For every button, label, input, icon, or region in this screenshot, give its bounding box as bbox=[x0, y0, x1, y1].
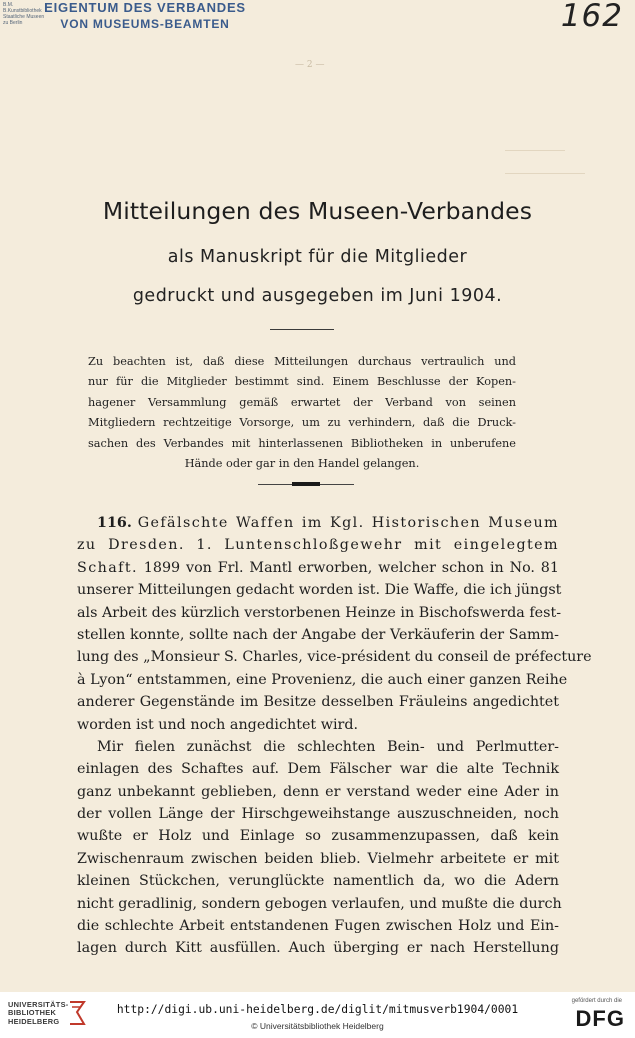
dfg-logo[interactable]: DFG bbox=[575, 1006, 625, 1031]
copyright-notice: © Universitätsbibliothek Heidelberg bbox=[251, 1021, 384, 1031]
stamp-line-1: EIGENTUM DES VERBANDES bbox=[44, 0, 246, 15]
ornament-divider bbox=[258, 482, 354, 486]
article-line: kleinen Stückchen, verunglückte namentlich da, wo die Adern bbox=[77, 873, 559, 890]
notice-line: hagener Versammlung gemäß erwartet der Verband von seinen bbox=[88, 395, 516, 409]
handwritten-number: 162 bbox=[560, 0, 623, 34]
subtitle-1: als Manuskript für die Mitglieder bbox=[167, 247, 468, 267]
article-line: nicht geradlinig, sondern gebogen verlaufen, und mußte die durch bbox=[77, 895, 562, 912]
page-title: Mitteilungen des Museen-Verbandes bbox=[102, 197, 533, 225]
article-line: anderer Gegenstände im Besitze desselben Fräuleins angedichtet bbox=[77, 694, 559, 711]
article-line: lung des „Monsieur S. Charles, vice-président du conseil de préfecture bbox=[77, 649, 592, 666]
library-name-line: UNIVERSITÄTS- bbox=[8, 1000, 69, 1009]
ownership-stamp bbox=[42, 1, 248, 33]
article-line: einlagen des Schaftes auf. Dem Fälscher war die alte Technik bbox=[77, 761, 559, 778]
article-line: lagen durch Kitt ausfüllen. Auch überging er nach Herstellung bbox=[77, 940, 559, 957]
notice-line: sachen des Verbandes mit hinterlassenen Bibliotheken in unberufene bbox=[88, 436, 516, 450]
article-line: à Lyon“ entstammen, eine Provenienz, die auch einer ganzen Reihe bbox=[77, 671, 568, 688]
article-line: wußte er Holz und Einlage so zusammenzupassen, daß kein bbox=[77, 828, 559, 845]
article-body bbox=[77, 512, 592, 960]
notice-line: Hände oder gar in den Handel gelangen. bbox=[184, 456, 420, 470]
permalink-url[interactable]: http://digi.ub.uni-heidelberg.de/diglit/mitmusverb1904/0001 bbox=[116, 1003, 519, 1016]
stamp-line-2: VON MUSEUMS-BEAMTEN bbox=[60, 17, 230, 31]
article-line: ganz unbekannt geblieben, denn er verstand weder eine Ader in bbox=[77, 783, 559, 800]
article-line: worden ist und noch angedichtet wird. bbox=[77, 716, 359, 733]
funding-caption: gefördert durch die bbox=[571, 998, 622, 1004]
article-line: die schlechte Arbeit entstandenen Fugen zwischen Holz und Ein- bbox=[77, 918, 559, 935]
subtitle-2: gedruckt und ausgegeben im Juni 1904. bbox=[132, 286, 503, 306]
article-line: Mir fielen zunächst die schlechten Bein- und Perlmutter- bbox=[97, 738, 559, 755]
library-name-line: BIBLIOTHEK bbox=[8, 1008, 57, 1018]
notice-line: Zu beachten ist, daß diese Mitteilungen durchaus vertraulich und bbox=[88, 355, 516, 368]
library-name-line: HEIDELBERG bbox=[8, 1016, 60, 1026]
confidentiality-notice bbox=[88, 352, 516, 474]
bleed-through bbox=[505, 150, 565, 151]
notice-line: Mitgliedern rechtzeitige Vorsorge, um zu verhindern, daß die Druck- bbox=[88, 416, 516, 430]
article-heading-line: zu Dresden. 1. Luntenschloßgewehr mit eingelegtem bbox=[77, 537, 559, 554]
article-number: 116. bbox=[97, 515, 132, 531]
title-rule bbox=[270, 329, 334, 330]
article-line: als Arbeit des kürzlich verstorbenen Heinze in Bischofswerda fest- bbox=[77, 604, 562, 621]
article-heading: Schaft. bbox=[77, 559, 138, 576]
page-mark: — 2 — bbox=[295, 60, 325, 70]
article-heading-line bbox=[77, 512, 559, 534]
stamp-small-line: B.M. bbox=[3, 2, 14, 8]
article-line: unserer Mitteilungen gedacht worden ist. Die Waffe, die ich jüngst bbox=[77, 582, 562, 599]
article-line: Zwischenraum zwischen beiden blieb. Vielmehr arbeitete er mit bbox=[77, 850, 559, 867]
bleed-through bbox=[505, 173, 585, 174]
stamp-small-line: zu Berlin bbox=[3, 20, 23, 26]
notice-line: nur für die Mitglieder bestimmt sind. Einem Beschlusse der Kopen- bbox=[88, 375, 516, 389]
article-line: der vollen Länge der Hirschgeweihstange auszuschneiden, noch bbox=[77, 806, 559, 823]
article-line bbox=[77, 557, 559, 579]
article-text: 1899 von Frl. Mantl erworben, welcher schon in No. 81 bbox=[143, 559, 560, 576]
viewer-footer bbox=[0, 992, 635, 1038]
article-heading: Gefälschte Waffen im Kgl. Historischen Museum bbox=[137, 515, 560, 531]
stamp-small-line: Staatliche Museen bbox=[3, 14, 45, 20]
stamp-small-line: B.Kunstbibliothek bbox=[3, 8, 42, 14]
article-line: stellen konnte, sollte nach der Angabe der Verkäuferin der Samm- bbox=[77, 626, 559, 643]
